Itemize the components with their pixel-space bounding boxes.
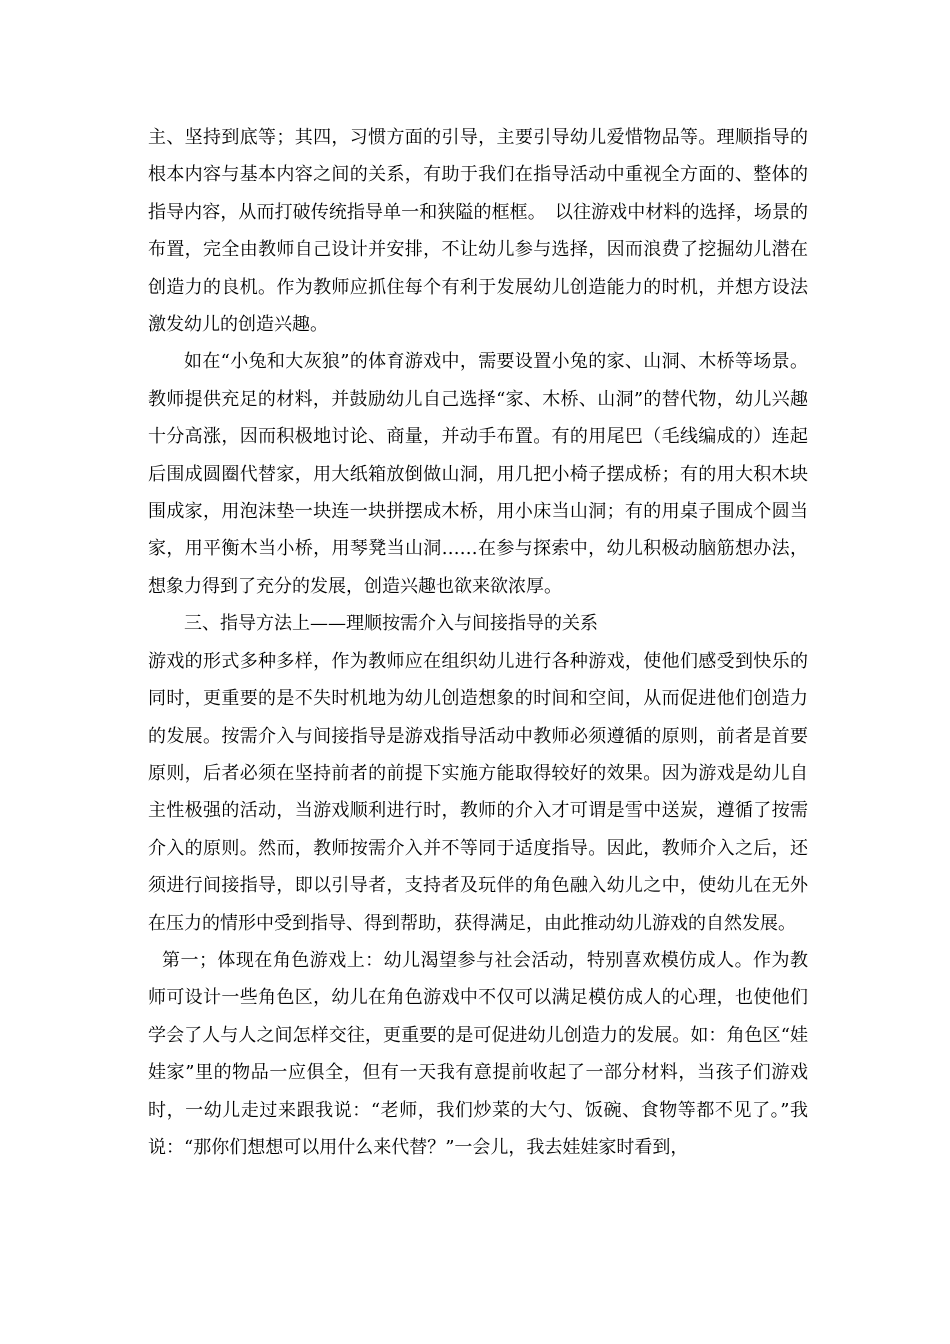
section-heading-guidance-method: 三、指导方法上——理顺按需介入与间接指导的关系 [184, 613, 598, 635]
paragraph-game-forms: 游戏的形式多种多样，作为教师应在组织幼儿进行各种游戏，使他们感受到快乐的同时，更重要的是不失时机地为幼儿创造想象的时间和空间，从而促进他们创造力的发展。按需介入与间接指导是游戏指导活动中教师必须遵循的原则，前者是首要原则，后者必须在坚持前者的前提下实施方能取得较好的效果。因为游戏是幼儿自主性极强的活动，当游戏顺利进行时，教师的介入才可谓是雪中送炭，遵循了按需介入的原则。然而，教师按需介入并不等同于适度指导。因此，教师介入之后，还须进行间接指导，即以引导者，支持者及玩伴的角色融入幼儿之中，使幼儿在无外在压力的情形中受到指导、得到帮助，获得满足，由此推动幼儿游戏的自然发展。 [148, 650, 808, 934]
paragraph-rabbit-wolf-game: 如在“小兔和大灰狼”的体育游戏中，需要设置小兔的家、山洞、木桥等场景。教师提供充足的材料，并鼓励幼儿自己选择“家、木桥、山洞”的替代物，幼儿兴趣十分高涨，因而积极地讨论、商量，并动手布置。有的用尾巴（毛线编成的）连起后围成圆圈代替家，用大纸箱放倒做山洞，用几把小椅子摆成桥；有的用大积木块围成家，用泡沫垫一块连一块拼摆成木桥，用小床当山洞；有的用桌子围成个圆当家，用平衡木当小桥，用琴凳当山洞……在参与探索中，幼儿积极动脑筋想办法，想象力得到了充分的发展，创造兴趣也欲来欲浓厚。 [148, 351, 808, 597]
document-page [148, 119, 808, 1166]
paragraph-role-play: 第一；体现在角色游戏上：幼儿渴望参与社会活动，特别喜欢模仿成人。作为教师可设计一些角色区，幼儿在角色游戏中不仅可以满足模仿成人的心理，也使他们学会了人与人之间怎样交往，更重要的是可促进幼儿创造力的发展。如：角色区“娃娃家”里的物品一应俱全，但有一天我有意提前收起了一部分材料，当孩子们游戏时，一幼儿走过来跟我说：“老师，我们炒菜的大勺、饭碗、食物等都不见了。”我说：“那你们想想可以用什么来代替？”一会儿，我去娃娃家时看到， [148, 949, 808, 1158]
paragraph-guidance-content: 主、坚持到底等；其四，习惯方面的引导，主要引导幼儿爱惜物品等。理顺指导的根本内容与基本内容之间的关系，有助于我们在指导活动中重视全方面的、整体的指导内容，从而打破传统指导单一和狭隘的框框。 以往游戏中材料的选择，场景的布置，完全由教师自己设计并安排，不让幼儿参与选择，因而浪费了挖掘幼儿潜在创造力的良机。作为教师应抓住每个有利于发展幼儿创造能力的时机，并想方设法激发幼儿的创造兴趣。 [148, 127, 808, 336]
